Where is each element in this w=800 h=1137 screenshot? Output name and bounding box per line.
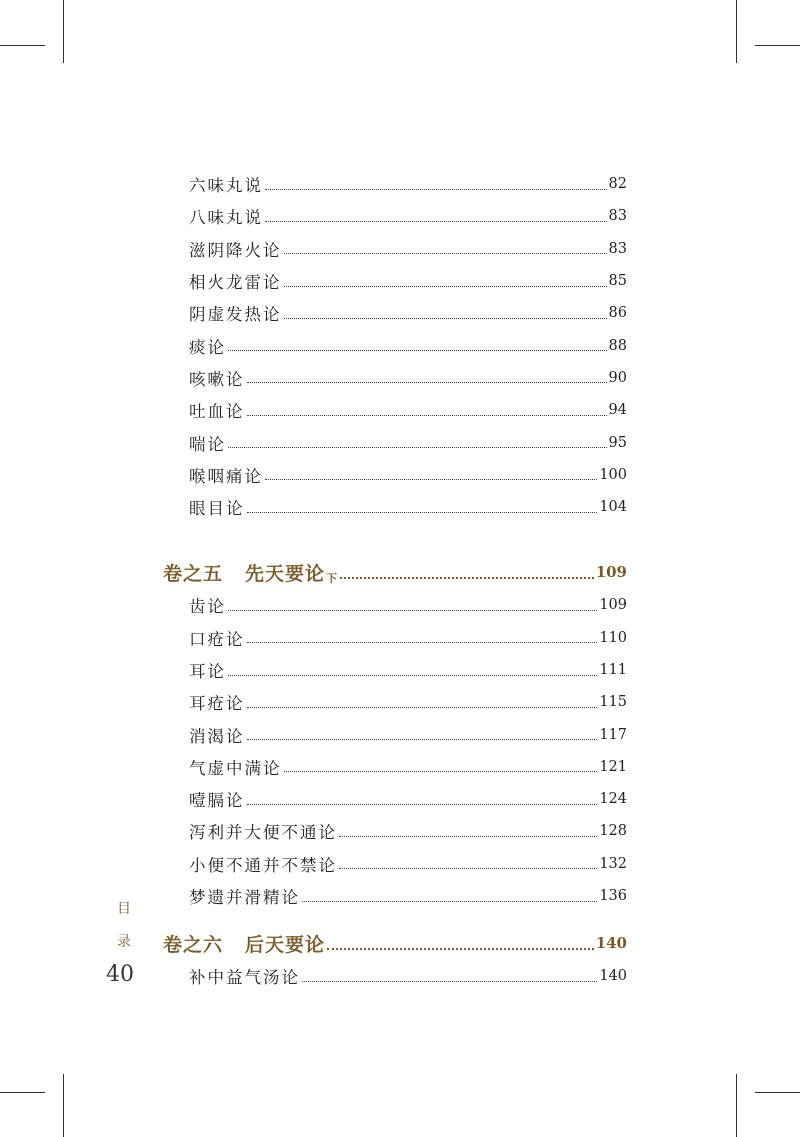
chapter-page: 140 <box>595 934 627 953</box>
entry-page: 128 <box>599 823 627 840</box>
toc-entry[interactable] <box>163 394 627 426</box>
toc-entry[interactable] <box>163 718 627 750</box>
toc-entry[interactable] <box>163 329 627 361</box>
dot-leader <box>339 836 597 837</box>
chapter-entries <box>163 589 627 912</box>
dot-leader <box>302 981 597 982</box>
toc-entry[interactable] <box>163 815 627 847</box>
entry-title: 六味丸说 <box>189 176 263 196</box>
entry-page: 83 <box>608 208 627 225</box>
entry-page: 136 <box>599 888 627 905</box>
dot-leader <box>247 804 598 805</box>
entry-page: 117 <box>599 726 627 743</box>
toc-entry[interactable] <box>163 751 627 783</box>
entry-title: 口疮论 <box>189 629 245 649</box>
dot-leader <box>265 221 607 222</box>
toc-entry[interactable] <box>163 168 627 200</box>
chapter-title: 先天要论 <box>245 562 326 585</box>
entry-title: 喉咽痛论 <box>189 466 263 486</box>
entry-page: 83 <box>608 240 627 257</box>
entry-title: 八味丸说 <box>189 208 263 228</box>
toc-entry[interactable] <box>163 362 627 394</box>
toc-entry[interactable] <box>163 960 627 992</box>
entry-page: 121 <box>599 758 627 775</box>
crop-mark <box>736 1074 737 1137</box>
dot-leader <box>247 739 598 740</box>
chapter-heading[interactable] <box>163 555 627 589</box>
entry-title: 齿论 <box>189 597 226 617</box>
crop-mark <box>736 0 737 63</box>
crop-mark <box>0 45 45 46</box>
toc-entry[interactable] <box>163 426 627 458</box>
entry-title: 泻利并大便不通论 <box>189 823 337 843</box>
toc-entry[interactable] <box>163 265 627 297</box>
entry-title: 耳论 <box>189 662 226 681</box>
crop-mark <box>63 0 64 63</box>
toc-entry[interactable] <box>163 491 627 523</box>
entry-title: 气虚中满论 <box>189 758 282 778</box>
dot-leader <box>284 771 598 772</box>
dot-leader <box>247 512 598 513</box>
chapter-volume: 卷之六 <box>163 933 224 956</box>
crop-mark <box>755 1092 800 1093</box>
entry-title: 痰论 <box>189 337 226 357</box>
entry-title: 喘论 <box>189 434 226 454</box>
dot-leader <box>247 382 607 383</box>
entry-title: 咳嗽论 <box>189 369 245 389</box>
chapter-page: 109 <box>595 563 627 582</box>
dot-leader <box>284 286 607 287</box>
page-number: 40 <box>106 962 134 987</box>
toc-entry[interactable] <box>163 686 627 718</box>
dot-leader <box>339 868 597 869</box>
entry-page: 132 <box>599 855 627 872</box>
entry-title: 耳疮论 <box>189 694 245 714</box>
entry-title: 眼目论 <box>189 499 245 519</box>
dot-leader <box>228 350 607 351</box>
chapter-entries <box>163 960 627 992</box>
toc-entry[interactable] <box>163 880 627 912</box>
dot-leader <box>327 948 594 950</box>
toc-entry[interactable] <box>163 654 627 686</box>
entry-page: 124 <box>599 791 627 808</box>
crop-mark <box>0 1092 45 1093</box>
dot-leader <box>247 415 607 416</box>
dot-leader <box>302 901 597 902</box>
entry-page: 104 <box>599 499 627 516</box>
entry-title: 噎膈论 <box>189 791 245 811</box>
toc-entry[interactable] <box>163 589 627 621</box>
entry-title: 滋阴降火论 <box>189 240 282 260</box>
chapter-volume: 卷之五 <box>163 562 224 585</box>
entry-page: 110 <box>599 629 627 646</box>
entry-page: 109 <box>599 597 627 614</box>
entry-page: 82 <box>608 176 627 193</box>
entry-page: 85 <box>608 273 627 290</box>
toc-entry[interactable] <box>163 297 627 329</box>
toc-entry[interactable] <box>163 233 627 265</box>
entry-title: 吐血论 <box>189 402 245 422</box>
chapter-subscript: 下 <box>326 572 339 586</box>
dot-leader <box>228 675 597 676</box>
table-of-contents <box>163 168 627 993</box>
dot-leader <box>265 479 597 480</box>
entry-page: 94 <box>608 402 627 419</box>
entry-title: 小便不通并不禁论 <box>189 855 337 875</box>
chapter-heading[interactable] <box>163 926 627 960</box>
entry-page: 86 <box>608 305 627 322</box>
toc-entry[interactable] <box>163 200 627 232</box>
entry-page: 140 <box>599 968 627 985</box>
entry-page: 100 <box>599 466 627 483</box>
margin-label-bottom: 录 <box>117 934 131 950</box>
section-entries <box>163 168 627 523</box>
dot-leader <box>340 577 594 579</box>
dot-leader <box>247 642 598 643</box>
entry-page: 95 <box>608 434 627 451</box>
toc-entry[interactable] <box>163 783 627 815</box>
crop-mark <box>755 45 800 46</box>
entry-title: 梦遗并滑精论 <box>189 888 300 908</box>
entry-title: 相火龙雷论 <box>189 273 282 293</box>
entry-page: 90 <box>608 369 627 386</box>
entry-page: 88 <box>608 337 627 354</box>
dot-leader <box>265 189 607 190</box>
toc-entry[interactable] <box>163 622 627 654</box>
entry-title: 消渴论 <box>189 726 245 746</box>
crop-mark <box>63 1074 64 1137</box>
entry-page: 111 <box>599 662 627 678</box>
dot-leader <box>228 610 597 611</box>
toc-entry[interactable] <box>163 459 627 491</box>
toc-entry[interactable] <box>163 848 627 880</box>
entry-title: 补中益气汤论 <box>189 968 300 988</box>
dot-leader <box>284 253 607 254</box>
dot-leader <box>284 318 607 319</box>
entry-page: 115 <box>599 694 627 711</box>
dot-leader <box>247 707 598 708</box>
margin-label-top: 目 <box>117 901 131 917</box>
chapter-title: 后天要论 <box>245 933 326 956</box>
dot-leader <box>228 447 607 448</box>
entry-title: 阴虚发热论 <box>189 305 282 325</box>
